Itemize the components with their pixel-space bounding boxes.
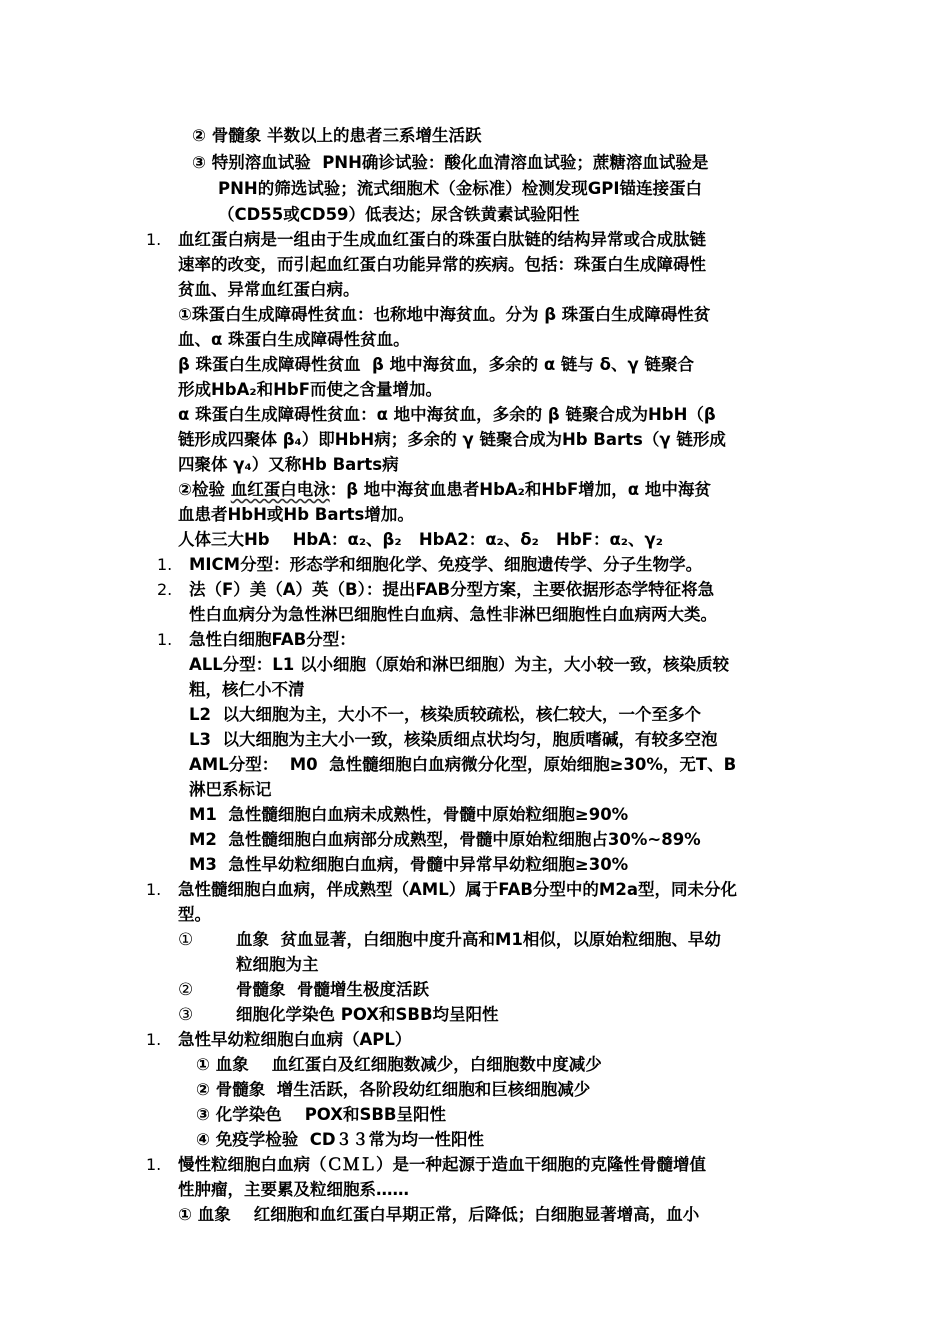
- text-line: 血、α 珠蛋白生成障碍性贫血。: [178, 330, 410, 349]
- text-line: 四聚体 γ₄）又称Hb Barts病: [178, 455, 399, 474]
- text-line: ①珠蛋白生成障碍性贫血：也称地中海贫血。分为 β 珠蛋白生成障碍性贫: [178, 305, 711, 324]
- text-line: L2 以大细胞为主，大小不一，核染质较疏松，核仁较大，一个至多个: [189, 705, 701, 724]
- text-line: 血象 贫血显著，白细胞中度升高和M1相似，以原始粒细胞、早幼: [236, 930, 721, 949]
- text-line: ② 骨髓象 增生活跃，各阶段幼红细胞和巨核细胞减少: [196, 1080, 591, 1099]
- text-segment: ：β 地中海贫血患者HbA₂和HbF增加，α 地中海贫: [329, 480, 711, 499]
- text-line: ② 骨髓象 半数以上的患者三系增生活跃: [192, 126, 482, 145]
- text-line: 细胞化学染色 POX和SBB均呈阳性: [236, 1005, 499, 1024]
- list-marker: ②: [178, 980, 194, 1000]
- text-line: M2 急性髓细胞白血病部分成熟型，骨髓中原始粒细胞占30%~89%: [189, 830, 701, 849]
- text-line: α 珠蛋白生成障碍性贫血：α 地中海贫血，多余的 β 链聚合成为HbH（β: [178, 405, 716, 424]
- text-line: 慢性粒细胞白血病（ＣＭＬ）是一种起源于造血干细胞的克隆性骨髓增值: [178, 1155, 706, 1174]
- text-line: AML分型： M0 急性髓细胞白血病微分化型，原始细胞≥30%，无T、B: [189, 755, 737, 774]
- text-line: MICM分型：形态学和细胞化学、免疫学、细胞遗传学、分子生物学。: [189, 555, 703, 574]
- list-number: 1.: [146, 880, 162, 899]
- text-line: M3 急性早幼粒细胞白血病，骨髓中异常早幼粒细胞≥30%: [189, 855, 629, 874]
- text-line: L3 以大细胞为主大小一致，核染质细点状均匀，胞质嗜碱，有较多空泡: [189, 730, 718, 749]
- text-line: 粒细胞为主: [236, 955, 319, 974]
- list-number: 1.: [146, 230, 162, 249]
- text-line: 骨髓象 骨髓增生极度活跃: [236, 980, 429, 999]
- list-number: 1.: [157, 555, 173, 574]
- text-line: 急性早幼粒细胞白血病（APL）: [178, 1030, 412, 1049]
- text-line: M1 急性髓细胞白血病未成熟性，骨髓中原始粒细胞≥90%: [189, 805, 629, 824]
- list-marker: ①: [178, 930, 194, 950]
- text-line: 急性白细胞FAB分型：: [189, 630, 356, 649]
- text-line: 形成HbA₂和HbF而使之含量增加。: [178, 380, 443, 399]
- text-line: 性白血病分为急性淋巴细胞性白血病、急性非淋巴细胞性白血病两大类。: [189, 605, 717, 624]
- text-line: 性肿瘤，主要累及粒细胞系……: [178, 1180, 409, 1199]
- text-line: ④ 免疫学检验 CD３３常为均一性阳性: [196, 1130, 485, 1149]
- list-number: 1.: [146, 1030, 162, 1049]
- list-number: 1.: [146, 1155, 162, 1174]
- text-line: ③ 化学染色 POX和SBB呈阳性: [196, 1105, 446, 1124]
- text-line: 型。: [178, 905, 211, 924]
- text-line: 人体三大Hb HbA：α₂、β₂ HbA2：α₂、δ₂ HbF：α₂、γ₂: [178, 530, 663, 549]
- text-line: ③ 特别溶血试验 PNH确诊试验：酸化血清溶血试验；蔗糖溶血试验是: [192, 153, 709, 172]
- text-line: [178, 478, 711, 502]
- text-line: ALL分型：L1 以小细胞（原始和淋巴细胞）为主，大小较一致，核染质较: [189, 655, 730, 674]
- text-line: 链形成四聚体 β₄）即HbH病；多余的 γ 链聚合成为Hb Barts（γ 链形成: [178, 430, 726, 449]
- text-line: 血红蛋白病是一组由于生成血红蛋白的珠蛋白肽链的结构异常或合成肽链: [178, 230, 706, 249]
- list-number: 1.: [157, 630, 173, 649]
- text-line: 贫血、异常血红蛋白病。: [178, 280, 360, 299]
- text-line: 法（F）美（A）英（B）：提出FAB分型方案，主要依据形态学特征将急: [189, 580, 715, 599]
- text-line: ① 血象 红细胞和血红蛋白早期正常，后降低；白细胞显著增高，血小: [178, 1205, 700, 1224]
- text-line: ① 血象 血红蛋白及红细胞数减少，白细胞数中度减少: [196, 1055, 602, 1074]
- text-line: 粗，核仁小不清: [189, 680, 305, 699]
- text-segment: ②检验: [178, 480, 231, 499]
- text-line: （CD55或CD59）低表达；尿含铁黄素试验阳性: [218, 205, 580, 224]
- text-line: 血患者HbH或Hb Barts增加。: [178, 505, 414, 524]
- emphasized-term: 血红蛋白电泳: [230, 480, 330, 499]
- list-marker: ③: [178, 1005, 194, 1025]
- text-line: 急性髓细胞白血病，伴成熟型（AML）属于FAB分型中的M2a型，同未分化: [178, 880, 737, 899]
- list-number: 2.: [157, 580, 173, 599]
- text-line: PNH的筛选试验；流式细胞术（金标准）检测发现GPI锚连接蛋白: [218, 179, 702, 198]
- text-line: 淋巴系标记: [189, 780, 272, 799]
- text-line: 速率的改变，而引起血红蛋白功能异常的疾病。包括：珠蛋白生成障碍性: [178, 255, 706, 274]
- text-line: β 珠蛋白生成障碍性贫血 β 地中海贫血，多余的 α 链与 δ、γ 链聚合: [178, 355, 694, 374]
